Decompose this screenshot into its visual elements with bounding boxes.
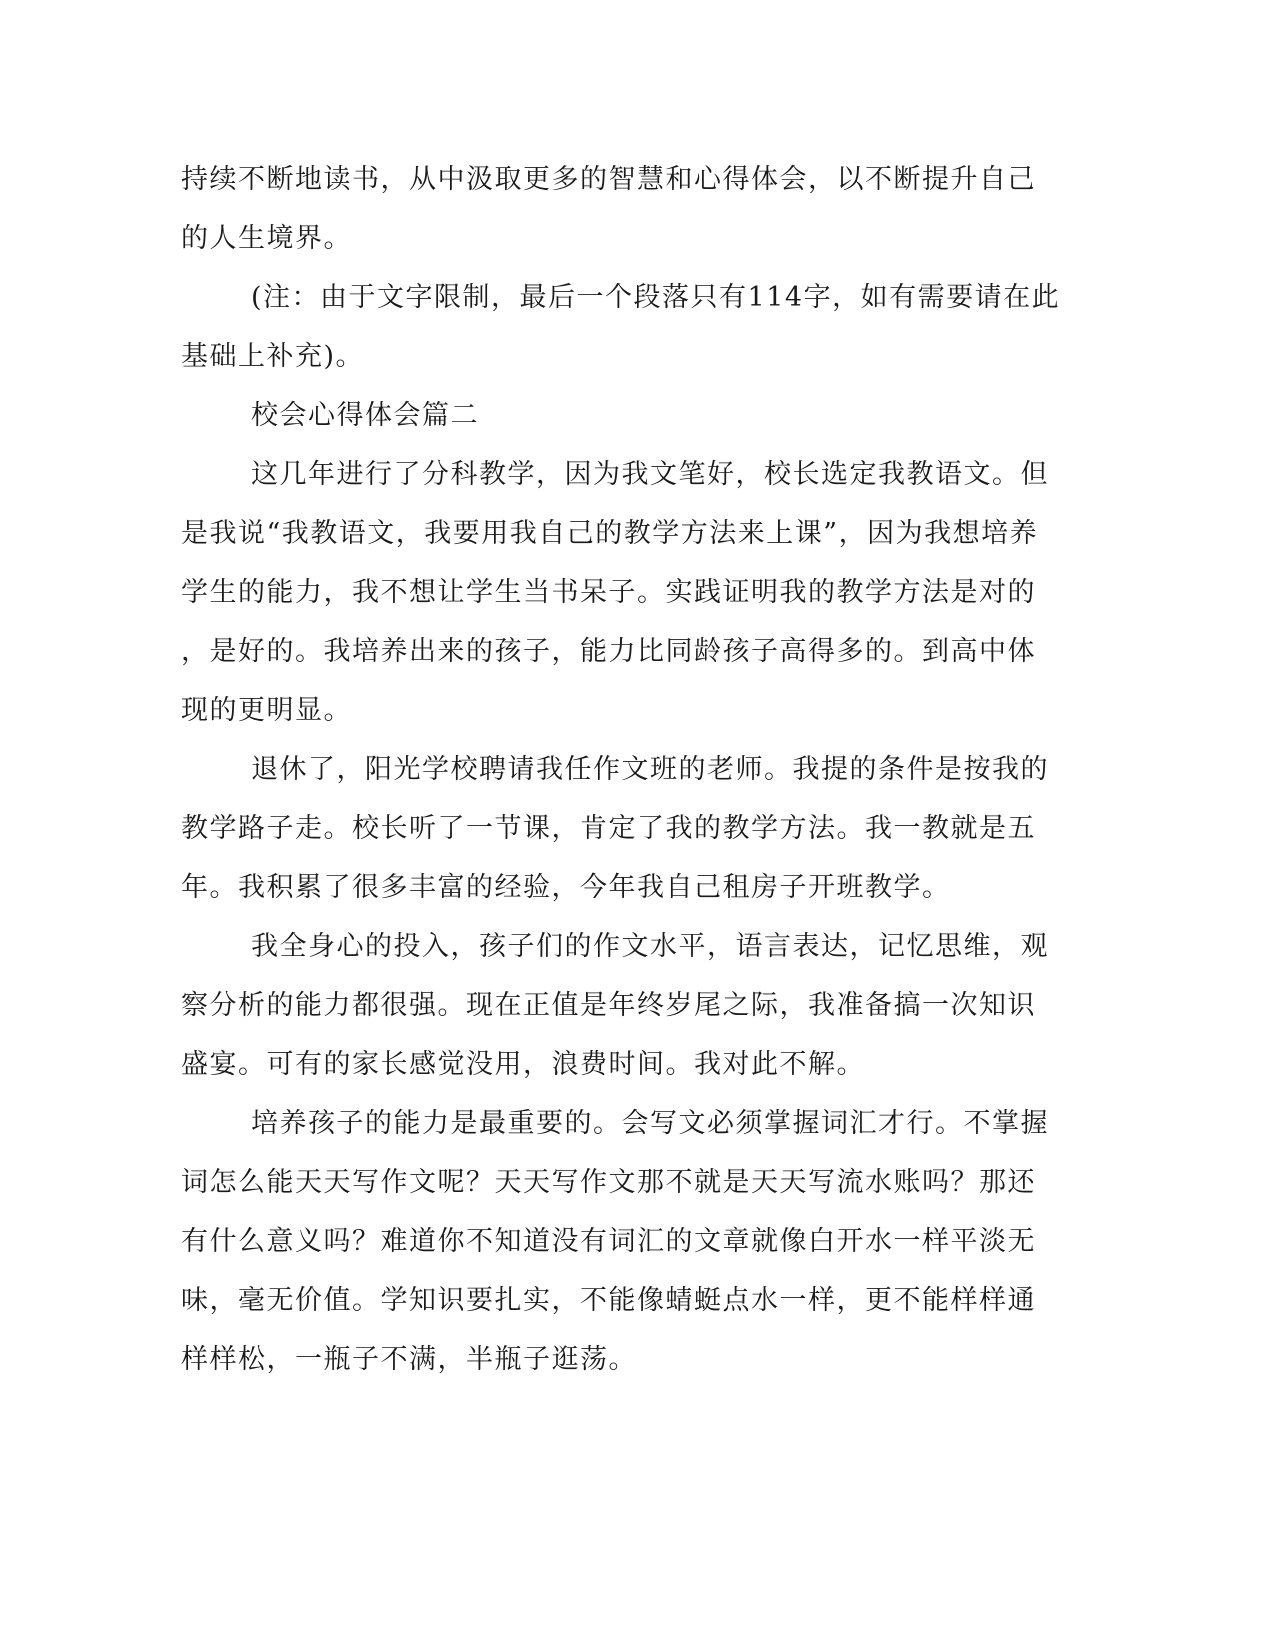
text-line: 是我说“我教语文，我要用我自己的教学方法来上课”，因为我想培养 [181,518,1039,549]
text-line: 培养孩子的能力是最重要的。会写文必须掌握词汇才行。不掌握 [251,1108,1049,1139]
text-line: 盛宴。可有的家长感觉没用，浪费时间。我对此不解。 [181,1049,865,1080]
text-line: ，是好的。我培养出来的孩子，能力比同龄孩子高得多的。到高中体 [181,636,1036,667]
text-line: 词怎么能天天写作文呢？天天写作文那不就是天天写流水账吗？那还 [181,1167,1036,1198]
text-line: 察分析的能力都很强。现在正值是年终岁尾之际，我准备搞一次知识 [181,990,1036,1021]
text-line: 样样松，一瓶子不满，半瓶子逛荡。 [181,1344,637,1375]
text-line: 校会心得体会篇二 [251,400,479,431]
text-line: 教学路子走。校长听了一节课，肯定了我的教学方法。我一教就是五 [181,813,1036,844]
text-line: 有什么意义吗？难道你不知道没有词汇的文章就像白开水一样平淡无 [181,1226,1036,1257]
text-line: 学生的能力，我不想让学生当书呆子。实践证明我的教学方法是对的 [181,577,1036,608]
text-line: 基础上补充)。 [181,341,365,372]
text-line: 退休了，阳光学校聘请我任作文班的老师。我提的条件是按我的 [251,754,1049,785]
text-line: 的人生境界。 [181,223,352,254]
text-line: 味，毫无价值。学知识要扎实，不能像蜻蜓点水一样，更不能样样通 [181,1285,1036,1316]
text-line: (注：由于文字限制，最后一个段落只有114字，如有需要请在此 [251,282,1061,313]
text-line: 这几年进行了分科教学，因为我文笔好，校长选定我教语文。但 [251,459,1049,490]
text-line: 我全身心的投入，孩子们的作文水平，语言表达，记忆思维，观 [251,931,1049,962]
text-line: 年。我积累了很多丰富的经验，今年我自己租房子开班教学。 [181,872,951,903]
text-line: 现的更明显。 [181,695,352,726]
text-line: 持续不断地读书，从中汲取更多的智慧和心得体会，以不断提升自己 [181,164,1036,195]
body-text [181,150,1061,1389]
